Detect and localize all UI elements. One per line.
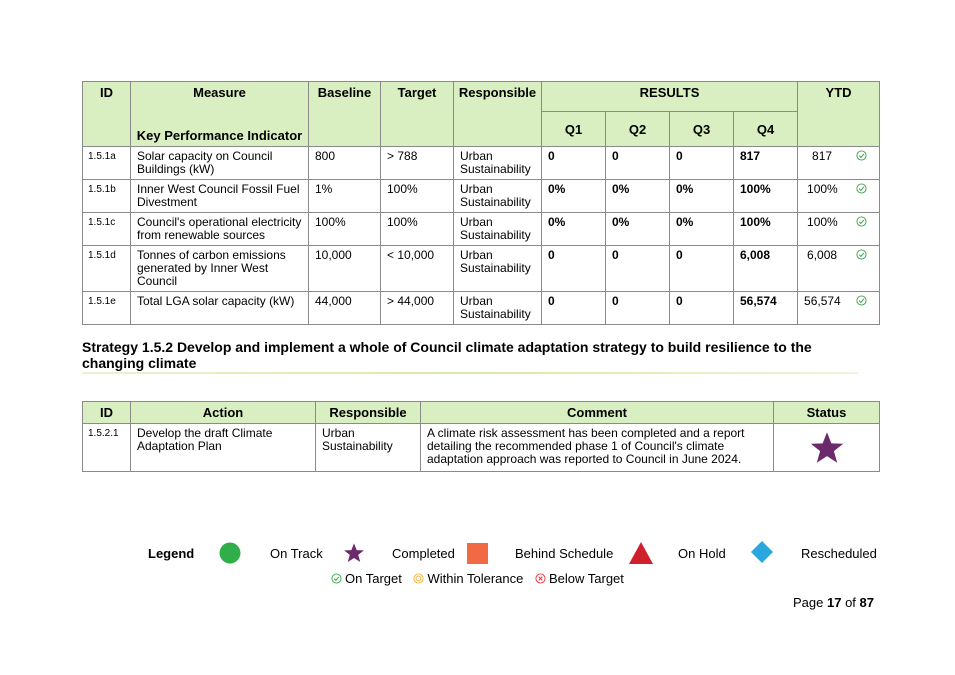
row-ytd bbox=[798, 292, 880, 325]
row-target: > 44,000 bbox=[381, 292, 454, 325]
row-q1: 0% bbox=[542, 180, 606, 213]
legend-behind-schedule: Behind Schedule bbox=[515, 546, 614, 561]
ytd-value: 817 bbox=[812, 149, 833, 163]
heading-underline bbox=[82, 372, 858, 374]
row-action: Develop the draft Climate Adaptation Plan bbox=[131, 424, 316, 472]
legend-on-target: On Target bbox=[345, 571, 402, 586]
on-target-icon bbox=[856, 150, 867, 161]
header-q1: Q1 bbox=[542, 112, 606, 147]
header-ytd: YTD bbox=[798, 82, 880, 147]
row-q4: 6,008 bbox=[734, 246, 798, 292]
on-target-icon bbox=[856, 183, 867, 194]
row-id: 1.5.1b bbox=[83, 180, 131, 213]
row-q4: 817 bbox=[734, 147, 798, 180]
row-baseline: 100% bbox=[309, 213, 381, 246]
table-row bbox=[83, 213, 880, 246]
completed-star-icon bbox=[343, 542, 365, 564]
row-q1: 0% bbox=[542, 213, 606, 246]
rescheduled-diamond-icon bbox=[751, 541, 773, 563]
row-measure: Total LGA solar capacity (kW) bbox=[131, 292, 309, 325]
row-q2: 0 bbox=[606, 147, 670, 180]
row-q4: 100% bbox=[734, 180, 798, 213]
row-q3: 0 bbox=[670, 147, 734, 180]
ytd-value: 56,574 bbox=[804, 294, 841, 308]
row-ytd bbox=[798, 213, 880, 246]
header-target: Target bbox=[381, 82, 454, 147]
row-ytd bbox=[798, 180, 880, 213]
row-q2: 0% bbox=[606, 213, 670, 246]
page-total: 87 bbox=[859, 595, 874, 610]
row-baseline: 800 bbox=[309, 147, 381, 180]
header-measure: Measure bbox=[131, 82, 309, 112]
row-id: 1.5.1e bbox=[83, 292, 131, 325]
row-id: 1.5.1c bbox=[83, 213, 131, 246]
row-q4: 56,574 bbox=[734, 292, 798, 325]
row-q2: 0 bbox=[606, 246, 670, 292]
row-q3: 0% bbox=[670, 213, 734, 246]
row-target: 100% bbox=[381, 180, 454, 213]
row-target: > 788 bbox=[381, 147, 454, 180]
row-id: 1.5.1d bbox=[83, 246, 131, 292]
kpi-table bbox=[82, 81, 880, 325]
row-baseline: 44,000 bbox=[309, 292, 381, 325]
row-q3: 0 bbox=[670, 292, 734, 325]
completed-star-icon bbox=[809, 430, 845, 466]
row-q1: 0 bbox=[542, 147, 606, 180]
row-responsible: Urban Sustainability bbox=[454, 292, 542, 325]
row-q1: 0 bbox=[542, 292, 606, 325]
row-comment: A climate risk assessment has been completed and a report detailing the recommended phase 1 of Council's climate adaptation approach was reported to Council in June 2024. bbox=[421, 424, 774, 472]
legend-below-target: Below Target bbox=[548, 571, 624, 586]
row-baseline: 1% bbox=[309, 180, 381, 213]
legend-on-hold: On Hold bbox=[678, 546, 726, 561]
table-row bbox=[83, 246, 880, 292]
row-responsible: Urban Sustainability bbox=[454, 246, 542, 292]
row-measure: Tonnes of carbon emissions generated by Inner West Council bbox=[131, 246, 309, 292]
header-responsible: Responsible bbox=[454, 82, 542, 147]
ytd-value: 6,008 bbox=[807, 248, 838, 262]
action-table bbox=[82, 401, 880, 472]
on-target-icon bbox=[856, 216, 867, 227]
table-row bbox=[83, 424, 880, 472]
row-baseline: 10,000 bbox=[309, 246, 381, 292]
page-number bbox=[793, 595, 874, 610]
on-track-circle-icon bbox=[219, 542, 241, 564]
row-target: 100% bbox=[381, 213, 454, 246]
row-q2: 0% bbox=[606, 180, 670, 213]
below-target-icon bbox=[535, 573, 546, 584]
table-row bbox=[83, 292, 880, 325]
legend-completed: Completed bbox=[392, 546, 455, 561]
legend-title: Legend bbox=[148, 546, 195, 561]
strategy-heading: Strategy 1.5.2 Develop and implement a whole of Council climate adaptation strategy to build resilience to the changing climate bbox=[82, 339, 812, 371]
header-action: Action bbox=[131, 402, 316, 424]
row-responsible: Urban Sustainability bbox=[316, 424, 421, 472]
row-q3: 0 bbox=[670, 246, 734, 292]
header-baseline: Baseline bbox=[309, 82, 381, 147]
legend-rescheduled: Rescheduled bbox=[801, 546, 877, 561]
page-of: of bbox=[845, 595, 856, 610]
row-responsible: Urban Sustainability bbox=[454, 180, 542, 213]
header-comment: Comment bbox=[421, 402, 774, 424]
row-measure: Inner West Council Fossil Fuel Divestment bbox=[131, 180, 309, 213]
row-measure: Solar capacity on Council Buildings (kW) bbox=[131, 147, 309, 180]
row-id: 1.5.2.1 bbox=[83, 424, 131, 472]
legend bbox=[148, 541, 878, 567]
ytd-value: 100% bbox=[807, 182, 838, 196]
on-target-icon bbox=[331, 573, 342, 584]
row-responsible: Urban Sustainability bbox=[454, 147, 542, 180]
header-responsible: Responsible bbox=[316, 402, 421, 424]
behind-schedule-square-icon bbox=[467, 543, 488, 564]
header-results: RESULTS bbox=[542, 82, 798, 112]
legend-on-track: On Track bbox=[270, 546, 323, 561]
header-status: Status bbox=[774, 402, 880, 424]
kpi-legend bbox=[331, 571, 624, 586]
header-kpi: Key Performance Indicator bbox=[131, 112, 309, 147]
row-status bbox=[774, 424, 880, 472]
table-row bbox=[83, 147, 880, 180]
row-target: < 10,000 bbox=[381, 246, 454, 292]
legend-within-tolerance: Within Tolerance bbox=[427, 571, 524, 586]
page-current: 17 bbox=[826, 595, 842, 610]
row-q4: 100% bbox=[734, 213, 798, 246]
on-target-icon bbox=[856, 295, 867, 306]
page-prefix: Page bbox=[792, 595, 824, 610]
row-ytd bbox=[798, 147, 880, 180]
on-target-icon bbox=[856, 249, 867, 260]
row-responsible: Urban Sustainability bbox=[454, 213, 542, 246]
header-id: ID bbox=[83, 402, 131, 424]
header-id: ID bbox=[83, 82, 131, 147]
on-hold-triangle-icon bbox=[629, 542, 653, 564]
header-q3: Q3 bbox=[670, 112, 734, 147]
ytd-value: 100% bbox=[807, 215, 838, 229]
row-id: 1.5.1a bbox=[83, 147, 131, 180]
row-q2: 0 bbox=[606, 292, 670, 325]
row-q3: 0% bbox=[670, 180, 734, 213]
header-q4: Q4 bbox=[734, 112, 798, 147]
within-tolerance-icon bbox=[413, 573, 424, 584]
row-measure: Council's operational electricity from renewable sources bbox=[131, 213, 309, 246]
header-q2: Q2 bbox=[606, 112, 670, 147]
row-ytd bbox=[798, 246, 880, 292]
row-q1: 0 bbox=[542, 246, 606, 292]
table-row bbox=[83, 180, 880, 213]
